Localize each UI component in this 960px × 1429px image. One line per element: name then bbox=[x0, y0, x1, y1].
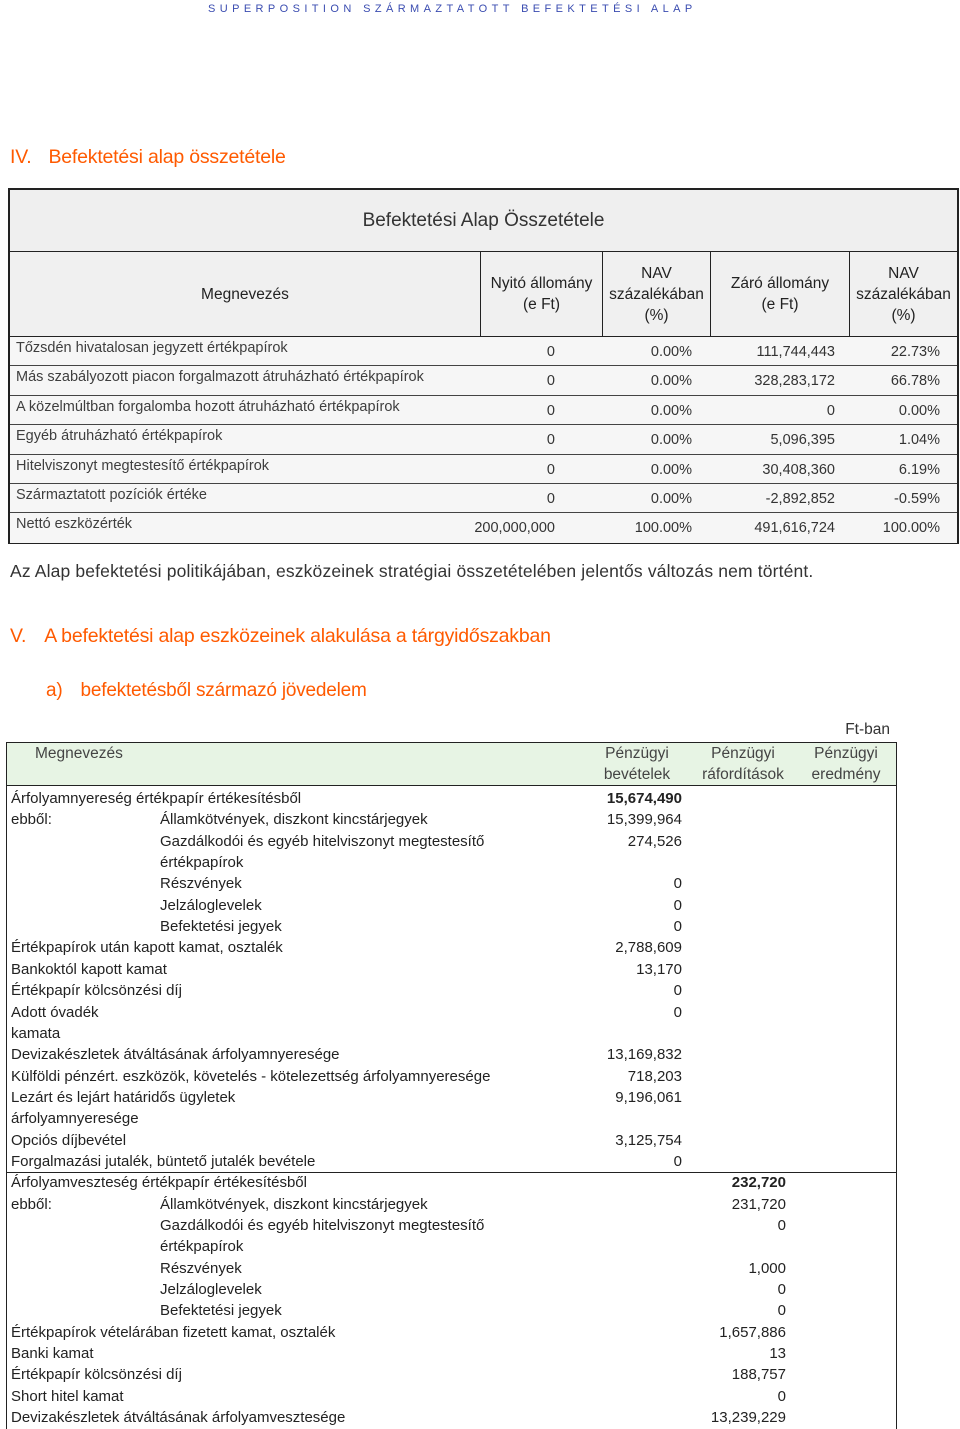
col-header-close-nav-pct: NAV százalékában (%) bbox=[850, 252, 957, 337]
opening-nav-pct: 100.00% bbox=[634, 520, 692, 537]
col-header-open: Nyitó állomány (e Ft) bbox=[481, 252, 603, 337]
financial-expense: 232,720 bbox=[731, 1174, 786, 1192]
opening-balance: 0 bbox=[546, 461, 555, 478]
closing-balance: 0 bbox=[826, 402, 835, 419]
financial-expense: 0 bbox=[777, 1302, 786, 1320]
row-label: Származtatott pozíciók értéke bbox=[16, 487, 207, 503]
subsection-title: befektetésből származó jövedelem bbox=[80, 680, 367, 701]
row-label: Más szabályozott piacon forgalmazott átruházható értékpapírok bbox=[16, 369, 424, 386]
income-row bbox=[7, 1172, 896, 1193]
income-row bbox=[7, 1236, 896, 1257]
income-row bbox=[7, 1364, 896, 1385]
row-sublabel: Részvények bbox=[160, 875, 242, 893]
closing-balance: 491,616,724 bbox=[754, 520, 835, 537]
income-row bbox=[7, 831, 896, 852]
income-row bbox=[7, 852, 896, 873]
composition-row bbox=[10, 337, 957, 366]
income-row bbox=[7, 873, 896, 894]
row-label: Short hitel kamat bbox=[11, 1387, 124, 1405]
financial-revenue: 0 bbox=[673, 1152, 682, 1170]
composition-row bbox=[10, 396, 957, 425]
financial-revenue: 15,674,490 bbox=[606, 790, 682, 807]
financial-expense: 231,720 bbox=[731, 1195, 786, 1213]
row-sublabel: értékpapírok bbox=[160, 854, 244, 872]
unit-label: Ft-ban bbox=[845, 721, 890, 738]
financial-revenue: 274,526 bbox=[627, 832, 682, 850]
income-row bbox=[7, 1258, 896, 1279]
section-number: V. bbox=[10, 625, 27, 647]
row-sublabel: Részvények bbox=[160, 1259, 242, 1277]
section-title: A befektetési alap eszközeinek alakulása a tárgyidőszakban bbox=[44, 625, 551, 647]
composition-title: Befektetési Alap Összetétele bbox=[10, 190, 957, 252]
income-row bbox=[7, 1300, 896, 1321]
col-header-revenue-2: bevételek bbox=[603, 766, 671, 783]
financial-revenue: 13,170 bbox=[636, 960, 682, 978]
income-row bbox=[7, 1044, 896, 1065]
section-heading-iv bbox=[10, 146, 286, 169]
row-label: Értékpapír kölcsönzési díj bbox=[11, 1366, 182, 1384]
income-row bbox=[7, 937, 896, 958]
opening-balance: 0 bbox=[546, 344, 555, 360]
financial-expense: 13 bbox=[769, 1345, 786, 1363]
composition-row bbox=[10, 513, 957, 543]
row-label: Értékpapír kölcsönzési díj bbox=[11, 982, 182, 1000]
income-row bbox=[7, 895, 896, 916]
col-header-open-nav-pct: NAV százalékában (%) bbox=[603, 252, 711, 337]
section-title: Befektetési alap összetétele bbox=[48, 146, 286, 168]
financial-revenue: 718,203 bbox=[627, 1067, 682, 1085]
income-row bbox=[7, 1151, 896, 1172]
income-row bbox=[7, 1194, 896, 1215]
composition-row bbox=[10, 455, 957, 484]
income-row bbox=[7, 980, 896, 1001]
row-label: Devizakészletek átváltásának árfolyamvesztesége bbox=[11, 1409, 346, 1427]
income-row bbox=[7, 1066, 896, 1087]
col-header-name: Megnevezés bbox=[10, 252, 481, 337]
row-label: ebből: bbox=[11, 811, 52, 829]
opening-balance: 0 bbox=[546, 432, 555, 449]
income-row bbox=[7, 1279, 896, 1300]
row-sublabel: Jelzáloglevelek bbox=[160, 1281, 262, 1299]
row-label: Értékpapírok vételárában fizetett kamat, osztalék bbox=[11, 1323, 336, 1341]
section-number: IV. bbox=[10, 146, 32, 168]
row-sublabel: Gazdálkodói és egyéb hitelviszonyt megtestesítő bbox=[160, 1217, 485, 1234]
income-table bbox=[6, 742, 897, 1429]
financial-revenue: 2,788,609 bbox=[615, 939, 682, 957]
financial-revenue: 9,196,061 bbox=[615, 1088, 682, 1106]
financial-expense: 0 bbox=[777, 1281, 786, 1299]
row-label: Devizakészletek átváltásának árfolyamnyeresége bbox=[11, 1046, 340, 1064]
financial-expense: 13,239,229 bbox=[710, 1409, 786, 1427]
closing-nav-pct: 1.04% bbox=[898, 432, 940, 449]
row-label: Külföldi pénzért. eszközök, követelés - kötelezettség árfolyamnyeresége bbox=[11, 1067, 491, 1085]
row-label: árfolyamnyeresége bbox=[11, 1110, 139, 1128]
financial-expense: 1,000 bbox=[748, 1259, 786, 1277]
income-row bbox=[7, 809, 896, 830]
financial-revenue: 0 bbox=[673, 875, 682, 893]
opening-balance: 0 bbox=[546, 402, 555, 419]
closing-nav-pct: 100.00% bbox=[882, 520, 940, 537]
row-sublabel: Befektetési jegyek bbox=[160, 1302, 282, 1320]
opening-nav-pct: 0.00% bbox=[650, 432, 692, 449]
closing-balance: 111,744,443 bbox=[756, 344, 835, 360]
row-label: kamata bbox=[11, 1024, 61, 1042]
row-label: Tőzsdén hivatalosan jegyzett értékpapírok bbox=[16, 340, 288, 356]
opening-balance: 200,000,000 bbox=[474, 520, 555, 537]
row-sublabel: Államkötvények, diszkont kincstárjegyek bbox=[160, 811, 428, 829]
col-header-close: Záró állomány (e Ft) bbox=[711, 252, 850, 337]
composition-row bbox=[10, 366, 957, 395]
row-label: Lezárt és lejárt határidős ügyletek bbox=[11, 1088, 236, 1106]
closing-balance: 5,096,395 bbox=[770, 432, 835, 449]
closing-nav-pct: 66.78% bbox=[890, 373, 940, 390]
financial-expense: 0 bbox=[777, 1217, 786, 1234]
closing-nav-pct: -0.59% bbox=[894, 491, 940, 507]
income-row bbox=[7, 1215, 896, 1236]
row-sublabel: Befektetési jegyek bbox=[160, 918, 282, 936]
income-row bbox=[7, 1343, 896, 1364]
row-label: Banki kamat bbox=[11, 1345, 94, 1363]
col-header-result-1: Pénzügyi bbox=[814, 745, 878, 762]
financial-revenue: 0 bbox=[673, 1003, 682, 1021]
opening-nav-pct: 0.00% bbox=[650, 461, 692, 478]
row-label: Opciós díjbevétel bbox=[11, 1131, 127, 1149]
row-label: A közelmúltban forgalomba hozott átruházható értékpapírok bbox=[16, 398, 400, 415]
row-label: Egyéb átruházható értékpapírok bbox=[16, 428, 223, 445]
closing-nav-pct: 0.00% bbox=[898, 402, 940, 419]
opening-nav-pct: 0.00% bbox=[650, 491, 692, 507]
income-row bbox=[7, 1108, 896, 1129]
opening-balance: 0 bbox=[546, 373, 555, 390]
row-sublabel: értékpapírok bbox=[160, 1238, 244, 1256]
row-label: Nettó eszközérték bbox=[16, 516, 133, 533]
subsection-number: a) bbox=[46, 680, 63, 701]
row-label: Értékpapírok után kapott kamat, osztalék bbox=[11, 939, 283, 957]
income-row bbox=[7, 1322, 896, 1343]
financial-expense: 1,657,886 bbox=[719, 1323, 786, 1341]
financial-revenue: 0 bbox=[673, 896, 682, 914]
composition-row bbox=[10, 425, 957, 454]
closing-balance: 328,283,172 bbox=[754, 373, 835, 390]
financial-revenue: 13,169,832 bbox=[606, 1046, 682, 1064]
running-header: SUPERPOSITION SZÁRMAZTATOTT BEFEKTETÉSI ALAP bbox=[208, 3, 697, 15]
income-row bbox=[7, 1407, 896, 1428]
row-label: Adott óvadék bbox=[11, 1003, 99, 1021]
row-label: Árfolyamnyereség értékpapír értékesítésből bbox=[11, 790, 302, 807]
row-sublabel: Jelzáloglevelek bbox=[160, 896, 262, 914]
row-label: Hitelviszonyt megtestesítő értékpapírok bbox=[16, 457, 270, 474]
income-row bbox=[7, 1130, 896, 1151]
row-sublabel: Gazdálkodói és egyéb hitelviszonyt megtestesítő bbox=[160, 832, 485, 850]
closing-balance: 30,408,360 bbox=[762, 461, 835, 478]
col-header-result-2: eredmény bbox=[811, 766, 881, 783]
income-table-header bbox=[7, 743, 896, 786]
income-row bbox=[7, 1002, 896, 1023]
income-row bbox=[7, 959, 896, 980]
section-heading-v bbox=[10, 625, 551, 648]
policy-note: Az Alap befektetési politikájában, eszközeinek stratégiai összetételében jelentős változás nem történt. bbox=[10, 561, 814, 581]
income-row bbox=[7, 1087, 896, 1108]
composition-row bbox=[10, 484, 957, 513]
composition-table bbox=[8, 188, 959, 544]
financial-revenue: 15,399,964 bbox=[606, 811, 682, 829]
closing-balance: -2,892,852 bbox=[765, 491, 835, 507]
closing-nav-pct: 22.73% bbox=[890, 344, 940, 360]
income-row bbox=[7, 916, 896, 937]
col-header-revenue-1: Pénzügyi bbox=[605, 745, 669, 762]
subsection-heading-a bbox=[46, 680, 367, 702]
income-row bbox=[7, 788, 896, 809]
row-label: Árfolyamveszteség értékpapír értékesítésből bbox=[11, 1174, 307, 1192]
financial-revenue: 0 bbox=[673, 918, 682, 936]
closing-nav-pct: 6.19% bbox=[898, 461, 940, 478]
opening-nav-pct: 0.00% bbox=[650, 344, 692, 360]
col-header-expense-1: Pénzügyi bbox=[711, 745, 775, 762]
row-sublabel: Államkötvények, diszkont kincstárjegyek bbox=[160, 1195, 428, 1213]
income-row bbox=[7, 1386, 896, 1407]
opening-nav-pct: 0.00% bbox=[650, 373, 692, 390]
financial-revenue: 0 bbox=[673, 982, 682, 1000]
row-label: ebből: bbox=[11, 1195, 52, 1213]
financial-expense: 188,757 bbox=[731, 1366, 786, 1384]
col-header-name: Megnevezés bbox=[35, 745, 123, 762]
opening-nav-pct: 0.00% bbox=[650, 402, 692, 419]
row-label: Forgalmazási jutalék, büntető jutalék bevétele bbox=[11, 1152, 316, 1170]
financial-revenue: 3,125,754 bbox=[615, 1131, 682, 1149]
opening-balance: 0 bbox=[546, 491, 555, 507]
financial-expense: 0 bbox=[777, 1387, 786, 1405]
col-header-expense-2: ráfordítások bbox=[702, 766, 784, 783]
row-label: Bankoktól kapott kamat bbox=[11, 960, 167, 978]
income-row bbox=[7, 1023, 896, 1044]
